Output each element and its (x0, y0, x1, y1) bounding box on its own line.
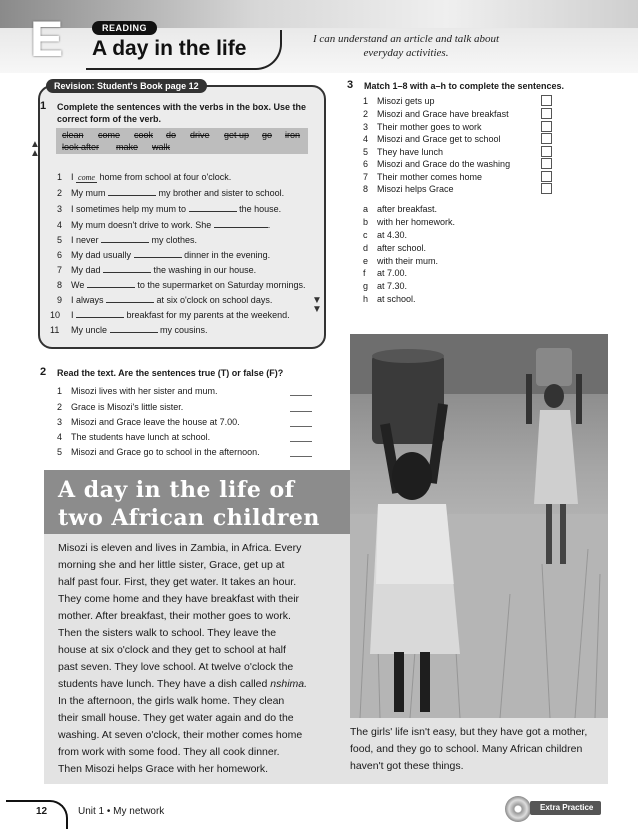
answer-gap[interactable] (110, 332, 158, 333)
ex1-sentence: 11 My uncle my cousins. (50, 325, 208, 335)
ex3-ending: f at 7.00. (363, 268, 408, 278)
ex2-item: 4 The students have lunch at school. (57, 432, 211, 442)
ex3-item: 4 Misozi and Grace get to school (363, 134, 501, 144)
article-photo (350, 334, 608, 718)
ex3-ending: h at school. (363, 294, 416, 304)
ex3-item: 8 Misozi helps Grace (363, 184, 454, 194)
ex1-sentence: 9 I always at six o'clock on school days. (57, 295, 273, 305)
match-answer-box[interactable] (541, 95, 552, 106)
word-item: get up (224, 130, 250, 140)
exercise-1-rubric-line1: Complete the sentences with the verbs in the box. Use the (57, 102, 307, 112)
tf-answer-line[interactable] (290, 395, 312, 396)
match-answer-box[interactable] (541, 158, 552, 169)
revision-label: Revision: Student's Book page 12 (46, 79, 207, 93)
ex3-item: 5 They have lunch (363, 147, 444, 157)
word-item: iron (285, 130, 301, 140)
arrows-up-icon: ▲ ▲ (30, 139, 40, 159)
cd-icon (505, 796, 531, 822)
ex1-sentence: 10 I breakfast for my parents at the weekend. (50, 310, 290, 320)
article-line: mother. After breakfast, their mother goes to work. (58, 610, 291, 622)
match-answer-box[interactable] (541, 108, 552, 119)
exercise-1-number: 1 (40, 100, 47, 112)
tf-answer-line[interactable] (290, 426, 312, 427)
article-line: washing. At seven o'clock, their mother comes home (58, 729, 303, 741)
article-line: from work with some food. They all cook dinner. (58, 746, 280, 758)
ex1-sentence: 2 My mum my brother and sister to school. (57, 188, 285, 198)
caption-line: haven't got these things. (350, 760, 464, 772)
page-number: 12 (36, 806, 48, 817)
unit-letter: E (30, 11, 64, 67)
answer-gap[interactable] (103, 272, 151, 273)
answer-gap[interactable] (106, 302, 154, 303)
answer-gap[interactable] (134, 257, 182, 258)
ex3-item: 7 Their mother comes home (363, 172, 483, 182)
lesson-aim: I can understand an article and talk about everyday activities. (312, 33, 500, 59)
match-answer-box[interactable] (541, 183, 552, 194)
exercise-3-number: 3 (347, 79, 354, 91)
ex3-ending: d after school. (363, 243, 427, 253)
article-line: Then the sisters walk to school. They leave the (58, 627, 277, 639)
exercise-3-rubric: Match 1–8 with a–h to complete the sentences. (364, 81, 565, 91)
exercise-1-rubric-line2: correct form of the verb. (57, 114, 162, 124)
ex1-sentence: 8 We to the supermarket on Saturday mornings. (57, 280, 306, 290)
caption-line: food, and they go to school. Many African children (350, 743, 583, 755)
article-title: A day in the life of two African children (58, 477, 320, 531)
ex3-item: 6 Misozi and Grace do the washing (363, 159, 511, 169)
match-answer-box[interactable] (541, 121, 552, 132)
word-item: walk (152, 142, 171, 152)
section-label: READING (92, 21, 157, 35)
photo-illustration (350, 334, 608, 718)
article-line: They come home and they have breakfast with their (58, 593, 300, 605)
ex2-item: 5 Misozi and Grace go to school in the afternoon. (57, 447, 260, 457)
ex3-ending: a after breakfast. (363, 204, 438, 214)
ex2-item: 1 Misozi lives with her sister and mum. (57, 386, 218, 396)
answer-gap[interactable] (87, 287, 135, 288)
ex1-sentence: 7 My dad the washing in our house. (57, 265, 257, 275)
ex2-item: 2 Grace is Misozi's little sister. (57, 402, 184, 412)
ex2-item: 3 Misozi and Grace leave the house at 7.00. (57, 417, 240, 427)
ex3-ending: g at 7.30. (363, 281, 408, 291)
article-line: Then Misozi helps Grace with her homework. (58, 763, 269, 775)
ex3-item: 1 Misozi gets up (363, 96, 435, 106)
match-answer-box[interactable] (541, 146, 552, 157)
ex3-item: 2 Misozi and Grace have breakfast (363, 109, 509, 119)
article-line: morning she and her little sister, Grace, get up at (58, 559, 285, 571)
word-item: come (98, 130, 121, 140)
ex3-ending: e with their mum. (363, 256, 439, 266)
ex1-sentence: 1 I come home from school at four o'clock. (57, 172, 232, 182)
ex1-sentence: 6 My dad usually dinner in the evening. (57, 250, 271, 260)
answer-gap[interactable] (108, 195, 156, 196)
example-answer: come (78, 173, 95, 182)
exercise-2-rubric: Read the text. Are the sentences true (T) or false (F)? (57, 368, 284, 378)
article-line: house at six o'clock and they get to school at half (58, 644, 286, 656)
match-answer-box[interactable] (541, 171, 552, 182)
word-item: cook (134, 130, 154, 140)
article-line: past seven. They love school. At twelve o'clock the (58, 661, 294, 673)
article-line: Misozi is eleven and lives in Zambia, in Africa. Every (58, 542, 302, 554)
lesson-title: A day in the life (92, 37, 247, 60)
word-box (56, 128, 308, 154)
tf-answer-line[interactable] (290, 441, 312, 442)
tf-answer-line[interactable] (290, 411, 312, 412)
article-line: In the afternoon, the girls walk home. They clean (58, 695, 285, 707)
word-item: clean (62, 130, 84, 140)
word-item: go (262, 130, 273, 140)
ex3-item: 3 Their mother goes to work (363, 122, 482, 132)
answer-gap[interactable] (189, 211, 237, 212)
word-item: make (116, 142, 139, 152)
ex1-sentence: 5 I never my clothes. (57, 235, 198, 245)
tf-answer-line[interactable] (290, 456, 312, 457)
footer-unit-label: Unit 1 • My network (78, 806, 165, 817)
answer-gap[interactable] (101, 242, 149, 243)
caption-line: The girls' life isn't easy, but they have got a mother, (350, 726, 588, 738)
ex3-ending: c at 4.30. (363, 230, 408, 240)
answer-gap[interactable] (76, 317, 124, 318)
word-item: look after (62, 142, 100, 152)
article-line: half past four. First, they get water. It takes an hour. (58, 576, 297, 588)
word-item: do (166, 130, 177, 140)
match-answer-box[interactable] (541, 133, 552, 144)
extra-practice-label: Extra Practice (530, 801, 601, 815)
word-item: drive (190, 130, 210, 140)
ex1-sentence: 3 I sometimes help my mum to the house. (57, 204, 282, 214)
exercise-2-number: 2 (40, 366, 47, 378)
ex1-sentence: 4 My mum doesn't drive to work. She . (57, 220, 271, 230)
article-line: their small house. They get water again and do the (58, 712, 294, 724)
ex3-ending: b with her homework. (363, 217, 456, 227)
answer-gap[interactable] (214, 227, 268, 228)
arrows-down-icon: ▼ ▼ (312, 295, 322, 315)
article-line: students have lunch. They have a dish called nshima. (58, 678, 308, 690)
dish-name: nshima. (270, 678, 308, 690)
